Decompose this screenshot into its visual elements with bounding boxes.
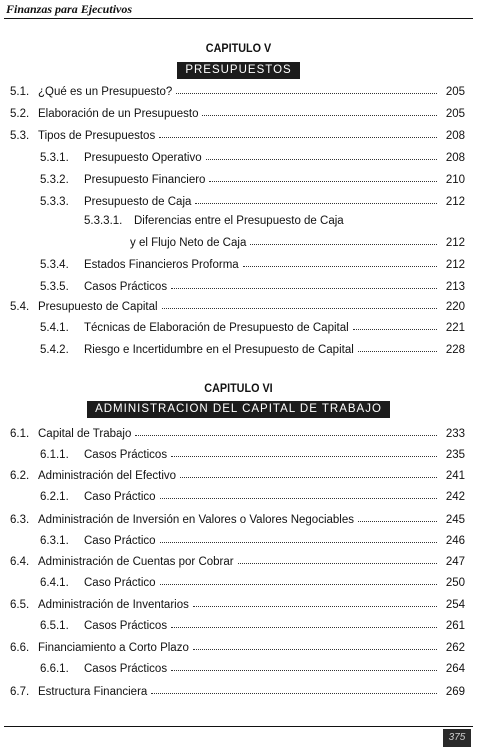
toc-entry-number: 6.5. [10, 599, 30, 611]
toc-entry-page: 208 [445, 130, 465, 142]
toc-entry [84, 211, 465, 227]
toc-entry-title: y el Flujo Neto de Caja [130, 237, 247, 249]
toc-entry-title: Riesgo e Incertidumbre en el Presupuesto de Capital [84, 344, 354, 356]
toc-entry-page: 221 [445, 322, 465, 334]
toc-entry-title: Presupuesto Financiero [84, 174, 206, 186]
toc-entry-title: ¿Qué es un Presupuesto? [38, 86, 173, 98]
header-rule [4, 18, 473, 19]
toc-entry-title: Estados Financieros Proforma [84, 259, 239, 271]
toc-entry-page: 241 [445, 470, 465, 482]
toc-entry-page: 205 [445, 86, 465, 98]
toc-entry-number: 5.3.3.1. [84, 215, 123, 227]
toc-entry-title: Presupuesto de Caja [84, 196, 192, 208]
toc-entry-page: 212 [445, 259, 465, 271]
toc-entry-number: 5.1. [10, 86, 30, 98]
chapter-5-banner [0, 62, 477, 79]
toc-entry [10, 466, 465, 482]
dot-leader [358, 351, 437, 352]
toc-entry-title: Administración de Cuentas por Cobrar [38, 556, 234, 568]
toc-entry-title: Presupuesto de Capital [38, 301, 158, 313]
toc-entry-title: Caso Práctico [84, 577, 156, 589]
toc-entry-title: Capital de Trabajo [38, 428, 132, 440]
toc-entry [10, 104, 465, 120]
chapter-6-banner [0, 401, 477, 418]
dot-leader [159, 137, 437, 138]
chapter-6-title: CAPITULO VI [204, 381, 273, 395]
toc-entry [130, 233, 465, 249]
dot-leader [206, 159, 437, 160]
toc-entry-title: Técnicas de Elaboración de Presupuesto de Capital [84, 322, 349, 334]
dot-leader [162, 308, 437, 309]
running-header: Finanzas para Ejecutivos [6, 2, 133, 16]
toc-entry-number: 5.4. [10, 301, 30, 313]
toc-entry-title: Elaboración de un Presupuesto [38, 108, 199, 120]
toc-entry-title: Casos Prácticos [84, 449, 168, 461]
toc-entry-title: Caso Práctico [84, 491, 156, 503]
toc-entry-page: 254 [445, 599, 465, 611]
toc-entry-number: 5.2. [10, 108, 30, 120]
toc-entry [40, 573, 465, 589]
toc-entry-page: 205 [445, 108, 465, 120]
toc-entry-page: 246 [445, 535, 465, 547]
toc-entry-page: 262 [445, 642, 465, 654]
toc-entry [10, 510, 465, 526]
toc-entry [40, 192, 465, 208]
dot-leader [160, 542, 437, 543]
dot-leader [171, 670, 437, 671]
toc-entry-number: 5.3. [10, 130, 30, 142]
toc-entry [40, 170, 465, 186]
dot-leader [358, 521, 437, 522]
page-number: 375 [443, 729, 471, 747]
toc-entry-page: 269 [445, 686, 465, 698]
toc-entry [10, 682, 465, 698]
toc-entry [40, 277, 465, 293]
toc-entry-number: 6.6. [10, 642, 30, 654]
toc-entry-title: Administración de Inversión en Valores o Valores Negociables [38, 514, 354, 526]
toc-entry-number: 5.3.2. [40, 174, 69, 186]
toc-entry [10, 552, 465, 568]
toc-entry-page: 247 [445, 556, 465, 568]
toc-entry-title: Presupuesto Operativo [84, 152, 202, 164]
dot-leader [193, 649, 437, 650]
dot-leader [176, 93, 437, 94]
toc-entry-title: Financiamiento a Corto Plazo [38, 642, 189, 654]
toc-entry-page: 213 [445, 281, 465, 293]
dot-leader [353, 329, 437, 330]
toc-entry [10, 595, 465, 611]
dot-leader [160, 498, 437, 499]
toc-entry [40, 659, 465, 675]
dot-leader [151, 693, 437, 694]
toc-entry-page: 228 [445, 344, 465, 356]
dot-leader [180, 477, 437, 478]
toc-entry-number: 6.6.1. [40, 663, 69, 675]
dot-leader [193, 606, 437, 607]
dot-leader [171, 288, 437, 289]
toc-entry-number: 5.4.2. [40, 344, 69, 356]
toc-entry [10, 424, 465, 440]
toc-entry [40, 445, 465, 461]
dot-leader [195, 203, 437, 204]
toc-entry [40, 616, 465, 632]
toc-entry-number: 6.5.1. [40, 620, 69, 632]
toc-entry-number: 5.3.1. [40, 152, 69, 164]
toc-entry [10, 638, 465, 654]
toc-entry-number: 6.7. [10, 686, 30, 698]
dot-leader [135, 435, 437, 436]
toc-entry-page: 261 [445, 620, 465, 632]
chapter-6-banner-text: ADMINISTRACION DEL CAPITAL DE TRABAJO [87, 401, 390, 418]
toc-entry [40, 487, 465, 503]
toc-entry-number: 5.3.3. [40, 196, 69, 208]
chapter-5-title: CAPITULO V [205, 41, 272, 55]
toc-entry-title: Administración del Efectivo [38, 470, 177, 482]
toc-entry-page: 245 [445, 514, 465, 526]
toc-entry-page: 264 [445, 663, 465, 675]
toc-entry-title: Casos Prácticos [84, 663, 168, 675]
toc-entry-page: 220 [445, 301, 465, 313]
toc-entry-page: 233 [445, 428, 465, 440]
toc-entry-number: 6.4.1. [40, 577, 69, 589]
toc-entry-number: 6.4. [10, 556, 30, 568]
dot-leader [171, 456, 437, 457]
toc-entry-title: Estructura Financiera [38, 686, 148, 698]
toc-entry-title: Caso Práctico [84, 535, 156, 547]
toc-entry-page: 212 [445, 237, 465, 249]
toc-entry-number: 6.2.1. [40, 491, 69, 503]
toc-entry-number: 5.3.4. [40, 259, 69, 271]
toc-entry-number: 6.1.1. [40, 449, 69, 461]
toc-entry [40, 531, 465, 547]
dot-leader [171, 627, 437, 628]
dot-leader [209, 181, 437, 182]
toc-entry-number: 5.3.5. [40, 281, 69, 293]
dot-leader [202, 115, 437, 116]
toc-entry-number: 6.2. [10, 470, 30, 482]
toc-entry-title: Casos Prácticos [84, 620, 168, 632]
toc-entry [40, 255, 465, 271]
dot-leader [160, 584, 437, 585]
toc-entry [10, 82, 465, 98]
toc-entry-page: 250 [445, 577, 465, 589]
toc-entry-page: 210 [445, 174, 465, 186]
toc-entry [40, 340, 465, 356]
toc-entry [40, 148, 465, 164]
dot-leader [243, 266, 437, 267]
toc-entry-page: 235 [445, 449, 465, 461]
toc-entry-page: 208 [445, 152, 465, 164]
toc-entry-page: 242 [445, 491, 465, 503]
toc-entry [10, 126, 465, 142]
toc-entry-page: 212 [445, 196, 465, 208]
footer-rule [4, 726, 473, 727]
toc-entry [10, 297, 465, 313]
dot-leader [250, 244, 437, 245]
chapter-5-banner-text: PRESUPUESTOS [177, 62, 299, 79]
toc-entry-number: 5.4.1. [40, 322, 69, 334]
toc-entry-number: 6.3.1. [40, 535, 69, 547]
toc-entry-number: 6.3. [10, 514, 30, 526]
toc-entry-number: 6.1. [10, 428, 30, 440]
toc-entry-title: Diferencias entre el Presupuesto de Caja [134, 215, 344, 227]
toc-entry [40, 318, 465, 334]
toc-entry-title: Casos Prácticos [84, 281, 168, 293]
toc-entry-title: Administración de Inventarios [38, 599, 189, 611]
dot-leader [238, 563, 437, 564]
toc-entry-title: Tipos de Presupuestos [38, 130, 156, 142]
